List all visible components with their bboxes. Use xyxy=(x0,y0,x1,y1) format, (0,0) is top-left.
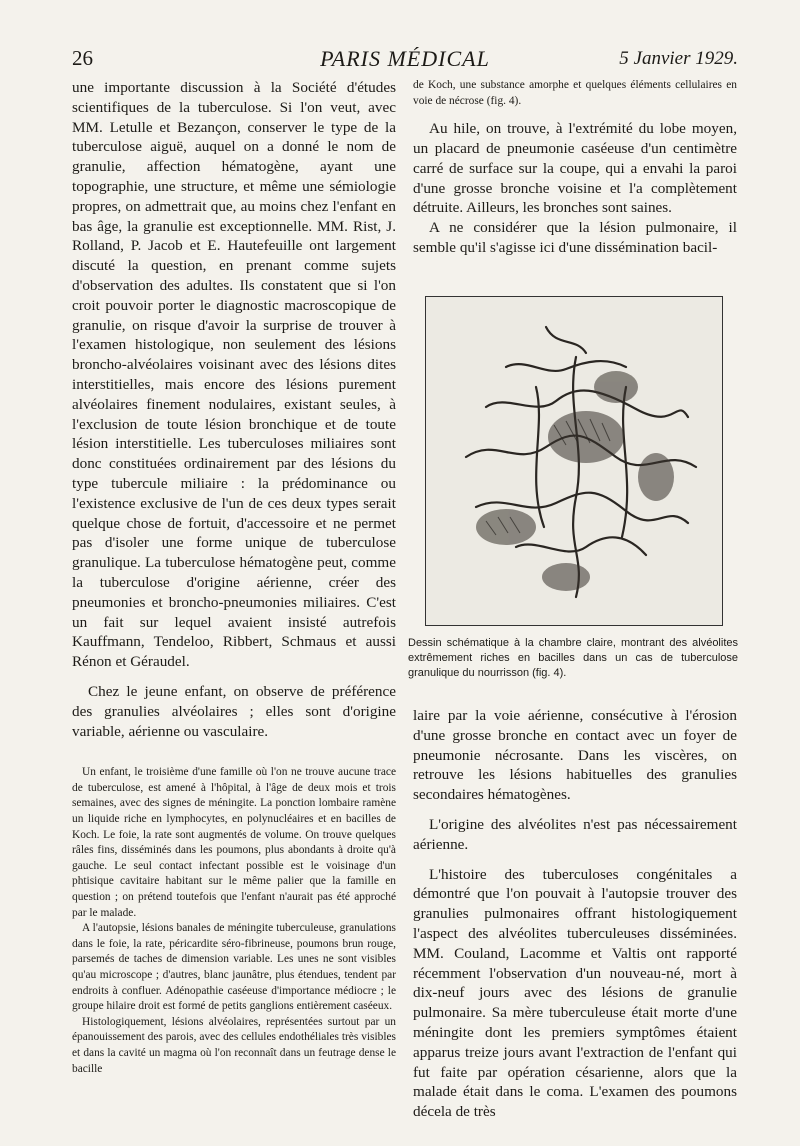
body-paragraph: L'histoire des tuberculoses congénitales a démontré que l'on pouvait à l'autopsie trouver des granulies pulmonaires offrant histologiquement l'aspect des alvéolites tuberculeuses disséminées. MM. Couland, Lacomme et Valtis ont rapporté récemment l'observation d'un nouveau-né, mort à dix-neuf jours avec des lésions de granulie pulmonaire. Sa mère tuberculeuse était morte d'une méningite dont les premiers symptômes étaient apparus treize jours avant l'extraction de l'enfant qui fut faite par opération césarienne, alors que la malade était dans le coma. L'examen des poumons décela de très xyxy=(413,865,737,1121)
page-number: 26 xyxy=(72,46,93,70)
issue-date: 5 Janvier 1929. xyxy=(619,48,738,69)
body-paragraph: une importante discussion à la Société d'études scientifiques de la tuberculose. Si l'on veut, avec MM. Letulle et Bezançon, conserver le type de la tuberculose aiguë, auquel on a donné le nom de granulie, affection hématogène, ayant une topographie, une structure, et même une sémiologie propres, on admettrait que, au moins chez l'enfant en bas âge, la granulie est exceptionnelle. MM. Rist, J. Rolland, P. Jacob et E. Hautefeuille ont largement discuté la question, en prenant comme sujets d'observation des adultes. Ils constatent que si l'on croit pouvoir porter le diagnostic macroscopique de granulie, on risque d'avoir la surprise de trouver à l'examen histologique, non seulement des lésions broncho-alvéolaires voisinant avec des lésions dites interstitielles, mais encore des lésions purement alvéolaires finement nodulaires, existant seules, à l'exclusion de toute lésion bronchique et de toute lésion interstitielle. Les tuberculoses miliaires sont donc constituées ordinairement par des lésions du type tubercule miliaire : la prédominance ou l'existence exclusive de l'un de ces deux types serait quelque chose de fortuit, d'accessoire et ne permet pas d'isoler une forme unique de tuberculose granulique. La tuberculose hématogène peut, comme la tuberculose d'origine aérienne, créer des pneumonies et broncho-pneumonies miliaires. C'est un fait sur lequel avaient insisté autrefois Kauffmann, Tendeloo, Ribbert, Schmaus et aussi Rénon et Géraudel. xyxy=(72,79,396,671)
body-paragraph: Chez le jeune enfant, on observe de préférence des granulies alvéolaires ; elles sont d'origine variable, aérienne ou vasculaire. xyxy=(72,682,396,740)
body-paragraph: laire par la voie aérienne, consécutive à l'érosion d'une grosse bronche en contact avec un foyer de pneumonie nécrosante. Dans les viscères, on retrouve les lésions habituelles des granulies secondaires hématogènes. xyxy=(413,707,737,804)
page-header xyxy=(72,46,738,78)
figure-caption: Dessin schématique à la chambre claire, montrant des alvéolites extrêmement riches en bacilles dans un cas de tuberculose granulique du nourrisson (fig. 4). xyxy=(408,637,738,679)
body-paragraph: Au hile, on trouve, à l'extrémité du lobe moyen, un placard de pneumonie caséeuse d'un centimètre carré de surface sur la coupe, qui a envahi la paroi d'une grosse bronche voisine et l'a complètement détruite. Ailleurs, les bronches sont saines. xyxy=(413,120,737,217)
right-column xyxy=(413,78,737,258)
alveolitis-drawing xyxy=(426,297,722,625)
body-paragraph: L'origine des alvéolites n'est pas nécessairement aérienne. xyxy=(413,815,737,853)
case-paragraph: A l'autopsie, lésions banales de méningite tuberculeuse, granulations dans le foie, la rate, péricardite séro-fibrineuse, poumons brun rouge, parsemés de taches de dimension variable. Les unes ne sont visibles qu'au microscope ; d'autres, blanc jaunâtre, plus étendues, tendent par endroits à confluer. Adénopathie caséeuse d'importance médiocre ; le groupe hilaire droit est formé de petits ganglions entièrement caséeux. xyxy=(72,922,396,1013)
right-column-lower xyxy=(413,706,737,1122)
case-paragraph: Un enfant, le troisième d'une famille où l'on ne trouve aucune trace de tuberculose, est amené à l'hôpital, à l'âge de deux mois et trois semaines, avec des signes de méningite. La ponction lombaire ramène un liquide riche en lymphocytes, en polynucléaires et en bacilles de Koch. Le foie, la rate sont augmentés de volume. On trouve quelques râles fins, disséminés dans les poumons, plus abondants à droite qu'à gauche. Le seul contact infectant possible est le voisinage d'un phtisique cavitaire habitant sur le même palier que la famille en question ; on prétend toutefois que l'enfant n'aurait pas été approché par le malade. xyxy=(72,766,396,919)
journal-title: PARIS MÉDICAL xyxy=(320,46,490,71)
left-column xyxy=(72,78,396,1077)
histology-figure xyxy=(425,296,723,626)
case-paragraph: Histologiquement, lésions alvéolaires, représentées surtout par un épanouissement des parois, avec des cellules endothéliales très visibles et dans la cavité un magma où l'on reconnaît dans un feutrage dense le bacille xyxy=(72,1015,396,1075)
body-paragraph: A ne considérer que la lésion pulmonaire, il semble qu'il s'agisse ici d'une dissémination bacil- xyxy=(413,219,737,256)
case-paragraph: de Koch, une substance amorphe et quelques éléments cellulaires en voie de nécrose (fig. 4). xyxy=(413,79,737,107)
